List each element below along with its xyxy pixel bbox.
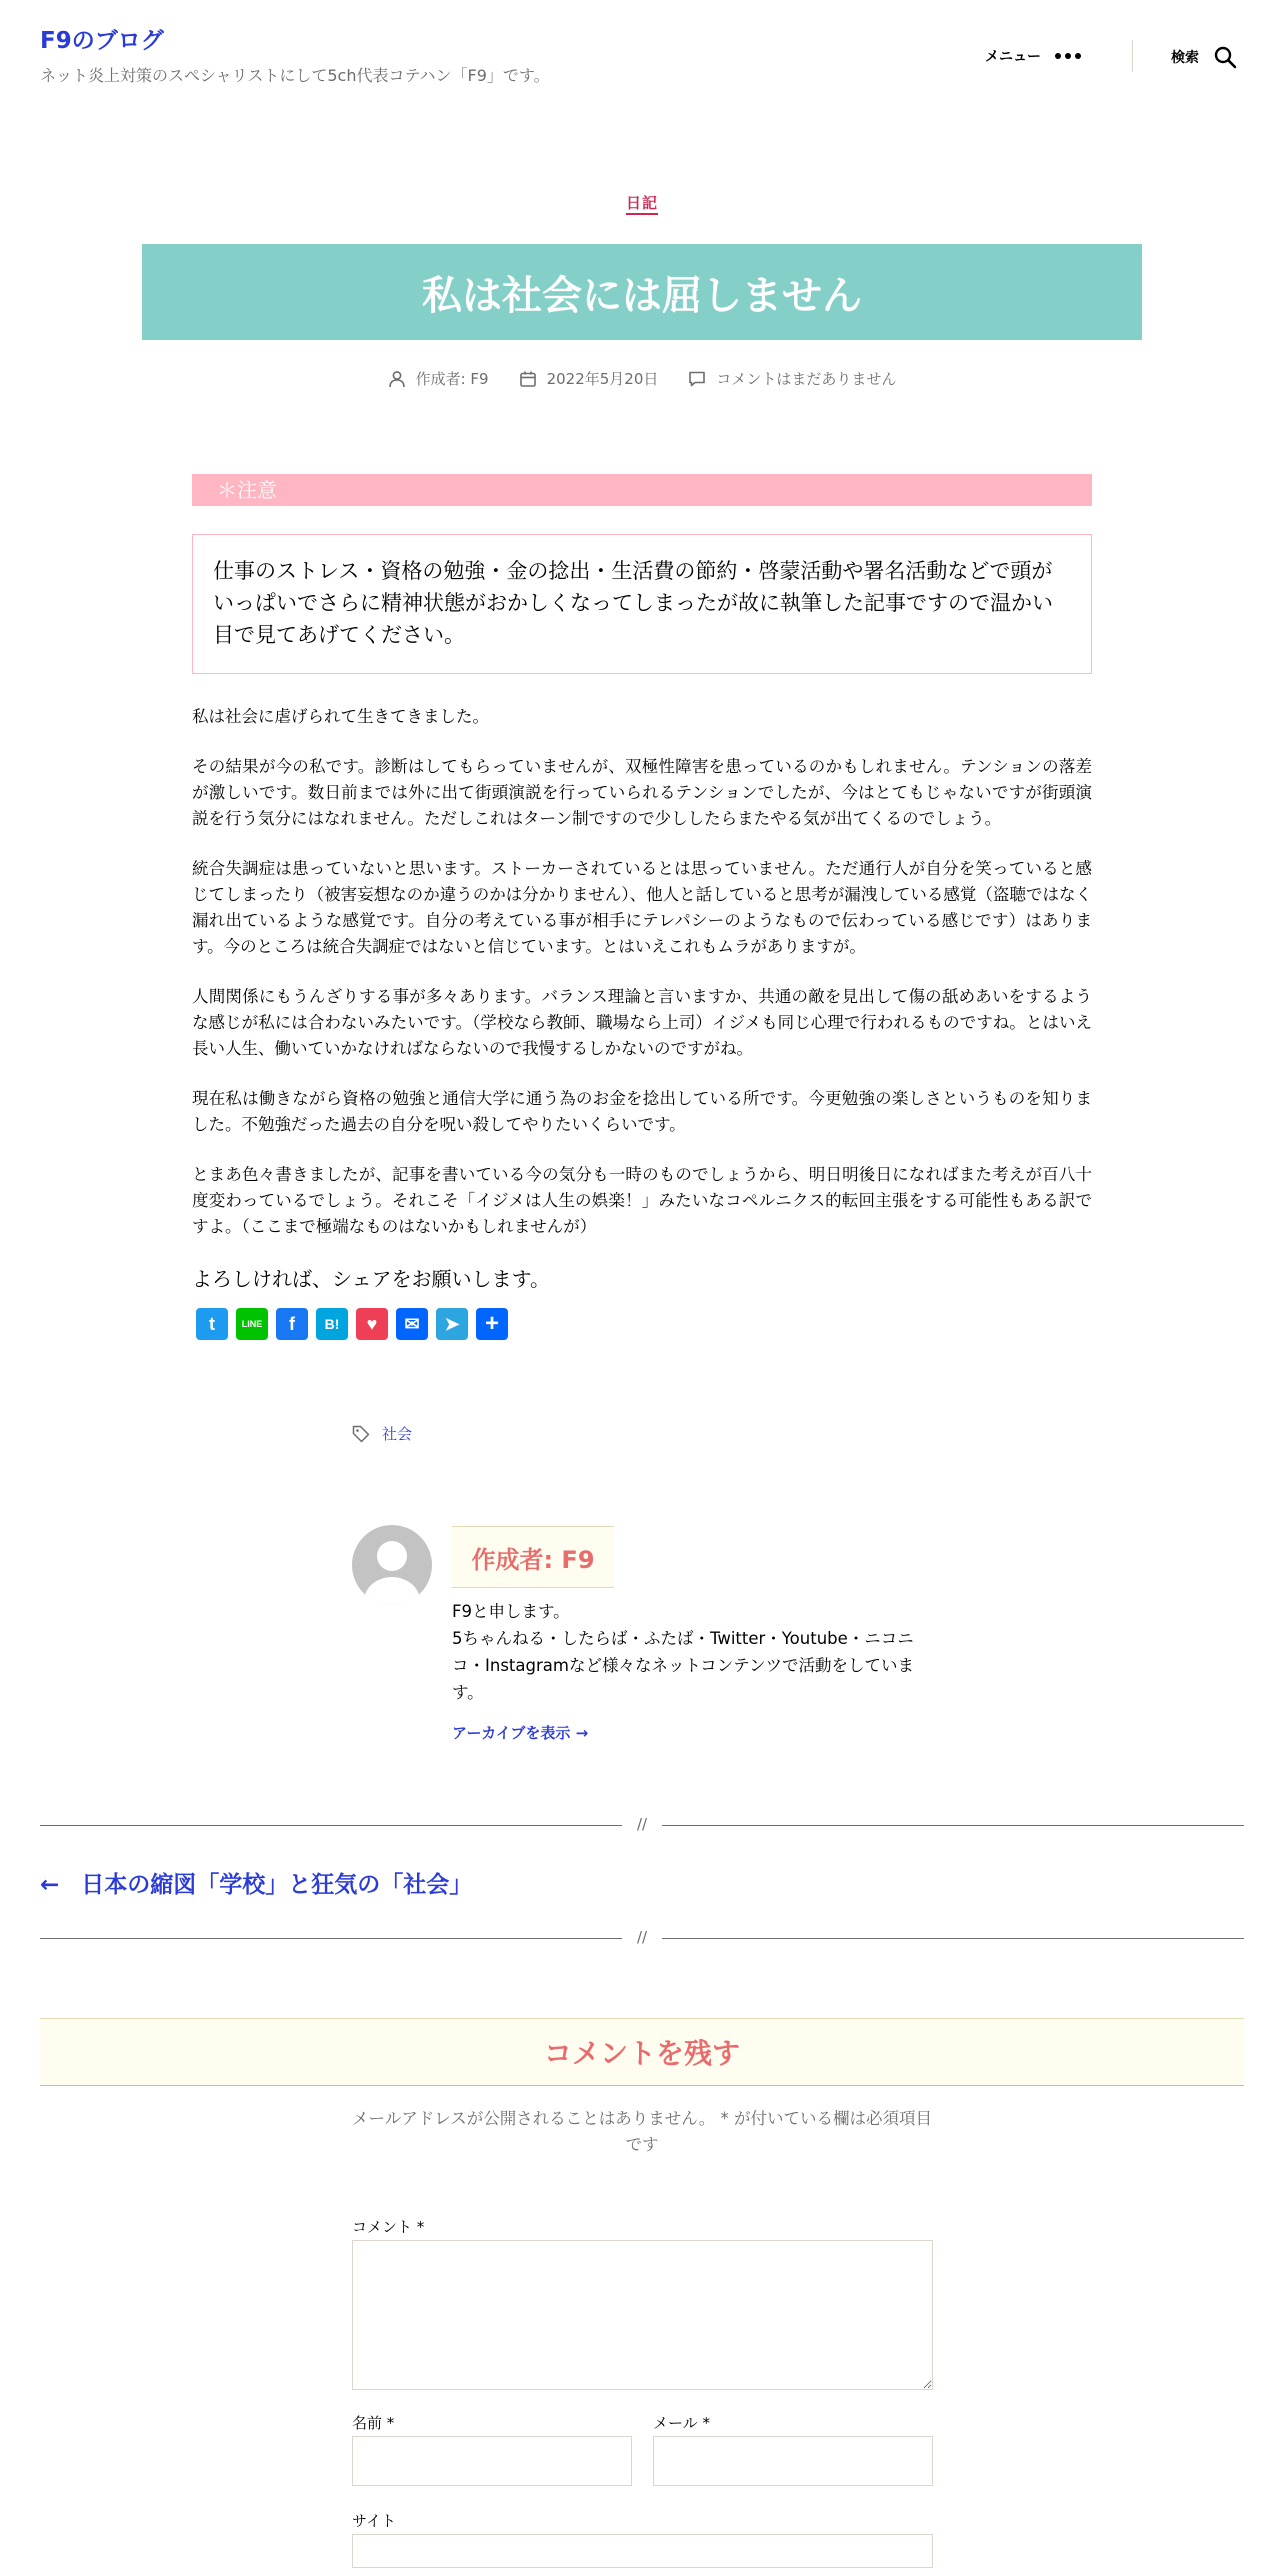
comment-notes: メールアドレスが公開されることはありません。 * が付いている欄は必須項目です xyxy=(352,2109,932,2154)
paragraph: その結果が今の私です。診断はしてもらっていませんが、双極性障害を患っているのかもしれません。テンションの落差が激しいです。数日前までは外に出て街頭演説を行っていられるテンションでしたが、今はとてもじゃないですが街頭演説を行う気分にはなれません。ただしこれはターン制ですので少ししたらまたやる気が出てくるのでしょう。 xyxy=(192,757,1092,828)
email-input[interactable] xyxy=(653,2436,933,2486)
author-name: 作成者: F9 xyxy=(471,1545,595,1574)
previous-post-title: 日本の縮図「学校」と狂気の「社会」 xyxy=(81,1872,473,1898)
tag-link[interactable]: 社会 xyxy=(382,1425,413,1443)
meta-date[interactable] xyxy=(519,368,659,389)
comment-heading: コメントを残す xyxy=(543,2037,740,2070)
site-title[interactable]: F9のブログ xyxy=(40,28,164,54)
author-bio-line: F9と申します。 xyxy=(452,1602,570,1621)
user-icon xyxy=(388,370,406,388)
menu-label: メニュー xyxy=(985,49,1041,65)
author-name-box xyxy=(452,1526,614,1588)
post-title: 私は社会には屈しません xyxy=(422,272,862,319)
separator xyxy=(40,1815,1244,1835)
default-avatar-icon xyxy=(352,1525,432,1605)
category-link[interactable]: 日記 xyxy=(626,194,658,215)
paragraph: 人間関係にもうんざりする事が多々あります。バランス理論と言いますか、共通の敵を見出して傷の舐めあいをするような感じが私には合わないみたいです。（学校なら教師、職場なら上司）イジメも同じ心理で行われるものですね。とはいえ長い人生、働いていかなければならないので我慢するしかないのですがね。 xyxy=(192,987,1092,1058)
comment-label: コメント * xyxy=(352,2218,425,2236)
author-archive-link[interactable]: アーカイブを表示 → xyxy=(452,1724,589,1742)
paragraph: 統合失調症は患っていないと思います。ストーカーされているとは思っていません。ただ通行人が自分を笑っていると感じてしまったり（被害妄想なのか違うのかは分かりません）、他人と話していると思考が漏洩している感覚（盗聴ではなく漏れ出ているような感覚です。自分の考えている事が相手にテレパシーのようなもので伝わっている感じです）はあります。今のところは統合失調症ではないと信じています。とはいえこれもムラがありますが。 xyxy=(192,859,1092,956)
left-arrow-icon: ← xyxy=(40,1872,60,1898)
meta-author[interactable] xyxy=(388,368,489,389)
separator-mark: // xyxy=(636,1815,648,1833)
comment-textarea[interactable] xyxy=(352,2240,933,2390)
telegram-share-button[interactable]: ➤ xyxy=(436,1308,468,1340)
search-button[interactable] xyxy=(1171,42,1237,72)
comment-icon xyxy=(688,370,706,388)
name-label: 名前 * xyxy=(352,2414,395,2432)
pocket-share-button[interactable]: ♥ xyxy=(356,1308,388,1340)
site-label: サイト xyxy=(352,2512,396,2530)
paragraph: 現在私は働きながら資格の勉強と通信大学に通う為のお金を捻出している所です。今更勉強の楽しさというものを知りました。不勉強だった過去の自分を呪い殺してやりたいくらいです。 xyxy=(192,1089,1092,1134)
author-bio-line: 5ちゃんねる・したらば・ふたば・Twitter・Youtube・ニコニコ・Instagramなど様々なネットコンテンツで活動をしています。 xyxy=(452,1629,914,1702)
search-label: 検索 xyxy=(1171,50,1199,66)
author-bio xyxy=(452,1598,938,1706)
facebook-share-button[interactable]: f xyxy=(276,1308,308,1340)
previous-post-link[interactable] xyxy=(40,1866,472,1899)
paragraph: とまあ色々書きましたが、記事を書いている今の気分も一時のものでしょうから、明日明後日になればまた考えが百八十度変わっているでしょう。それこそ「イジメは人生の娯楽！」みたいなコペルニクス的転回主張をする可能性もある訳ですよ。（ここまで極端なものはないかもしれませんが） xyxy=(192,1165,1092,1236)
menu-button[interactable] xyxy=(985,42,1081,70)
site-description: ネット炎上対策のスペシャリストにして5ch代表コテハン「F9」です。 xyxy=(40,66,550,85)
notice-heading: ＊注意 xyxy=(192,474,1092,506)
share-buttons xyxy=(196,1308,1092,1340)
meta-comments[interactable] xyxy=(688,368,896,389)
meta-date-text: 2022年5月20日 xyxy=(546,370,659,388)
meta-comments-text: コメントはまだありません xyxy=(716,370,897,388)
website-input[interactable] xyxy=(352,2534,933,2568)
header-divider xyxy=(1132,40,1133,72)
separator xyxy=(40,1928,1244,1948)
name-input[interactable] xyxy=(352,2436,632,2486)
paragraph: 私は社会に虐げられて生きてきました。 xyxy=(192,707,489,726)
email-share-button[interactable]: ✉ xyxy=(396,1308,428,1340)
more-share-button[interactable]: + xyxy=(476,1308,508,1340)
category-row xyxy=(0,192,1284,213)
post-title-banner xyxy=(142,244,1142,340)
tag-icon xyxy=(352,1425,370,1443)
calendar-icon xyxy=(519,370,537,388)
notice-body: 仕事のストレス・資格の勉強・金の捻出・生活費の節約・啓蒙活動や署名活動などで頭がいっぱいでさらに精神状態がおかしくなってしまったが故に執筆した記事ですので温かい目で見てあげてください。 xyxy=(192,534,1092,674)
email-label: メール * xyxy=(653,2414,710,2432)
comment-heading-banner xyxy=(40,2018,1244,2086)
share-title: よろしければ、シェアをお願いします。 xyxy=(192,1267,550,1291)
line-share-button[interactable]: LINE xyxy=(236,1308,268,1340)
post-content xyxy=(192,474,1092,1340)
twitter-share-button[interactable]: t xyxy=(196,1308,228,1340)
post-tags xyxy=(352,1423,412,1444)
separator-mark: // xyxy=(636,1928,648,1946)
meta-author-text: 作成者: F9 xyxy=(415,370,489,388)
hatena-share-button[interactable]: B! xyxy=(316,1308,348,1340)
search-icon xyxy=(1213,45,1237,69)
post-meta xyxy=(0,368,1284,389)
avatar xyxy=(352,1525,432,1605)
more-dots-icon xyxy=(1055,53,1081,59)
